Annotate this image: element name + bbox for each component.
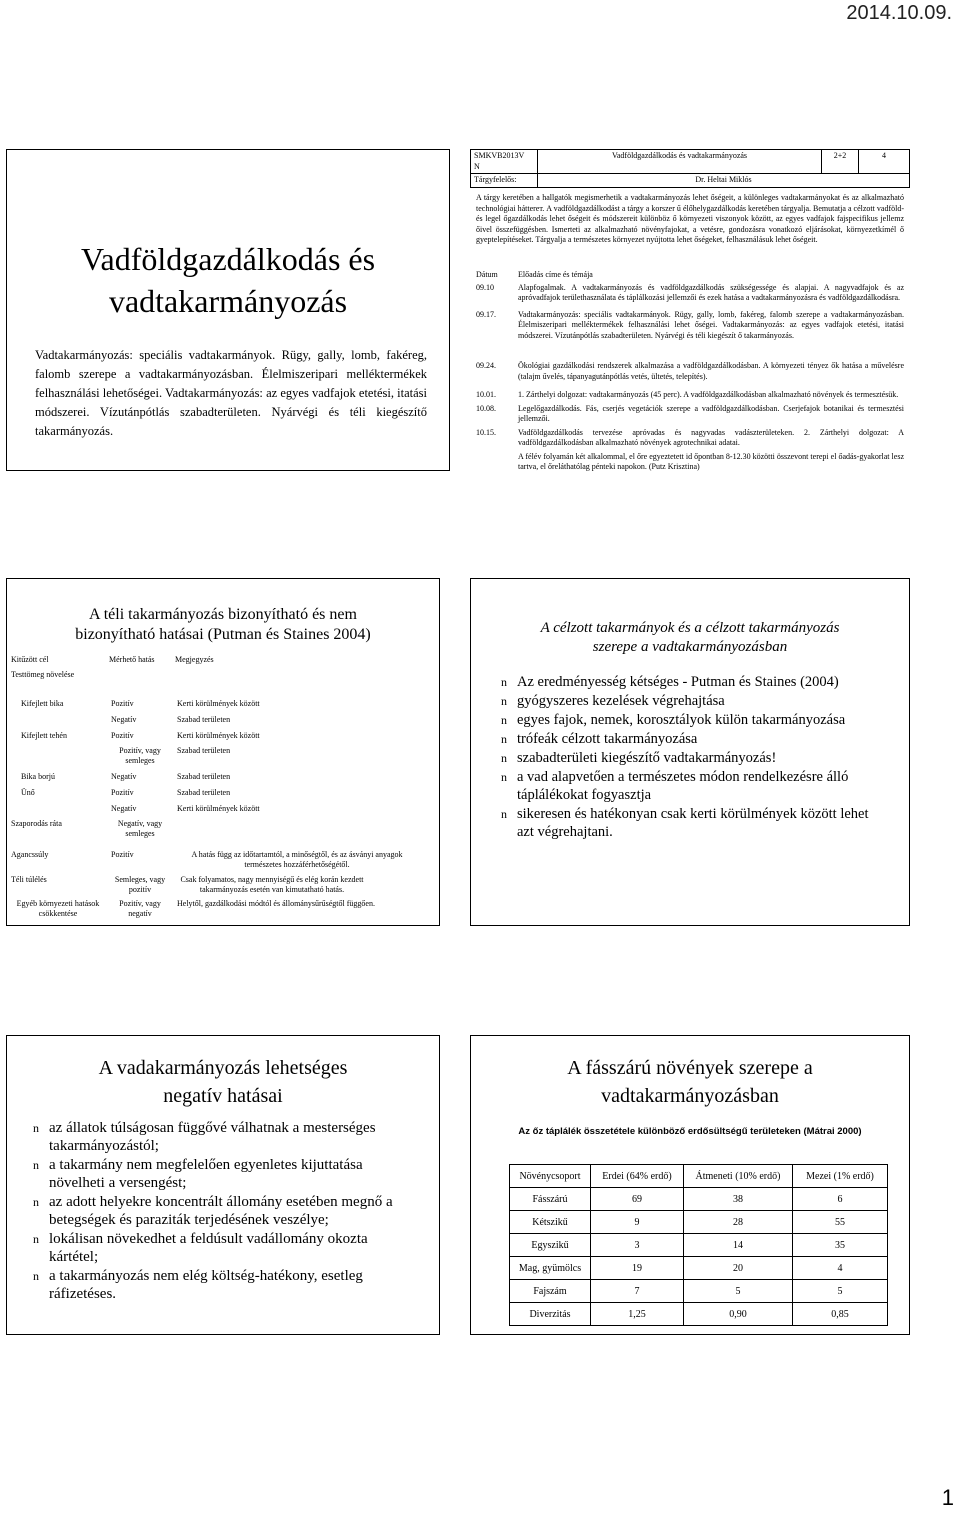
schedule-row: 10.08. Legelőgazdálkodás. Fás, cserjés vegetációk szerepe a vadföldgazdálkodásban. Cserjefajok botanikai és termesztési jellemzői.: [476, 403, 904, 423]
header-cell: Mezei (1% erdő): [793, 1165, 888, 1188]
slide-1-body: Vadtakarmányozás: speciális vadtakarmányok. Rügy, gally, lomb, fakéreg, falomb szerepe a vadtakarmányozásban. Élelmiszeripari melléktermékek felhasználási lehetőségei. Vadtakarmányozás: az egyes vadfajok etetési, itatási módszerei. Vízutánpótlás szabadterületen. Nyárvégi és téli kiegészítő takarmányozás.: [35, 348, 427, 438]
responsible-label: Tárgyfelelős:: [471, 174, 538, 188]
list-item: n a takarmány nem megfelelően egyenletes kijuttatása növelheti a versengést;: [33, 1157, 363, 1191]
schedule-row: 09.10 Alapfogalmak. A vadtakarmányozás és vadföldgazdálkodás szükségessége és alapjai. A nagyvadfajok és az apróvadfajok területhasználata és táplálkozási jellemzői és ezek hatása a vadtakarmányozásra és vadföldgazdálkodásra.: [476, 282, 904, 302]
header-cell: Erdei (64% erdő): [591, 1165, 684, 1188]
bullet-icon: n: [33, 1158, 39, 1172]
table-row: Kétszikű 9 28 55: [510, 1211, 888, 1234]
table-cell: Negatív: [111, 772, 137, 781]
print-date: 2014.10.09.: [846, 2, 952, 24]
col-date-header: Dátum: [476, 270, 498, 279]
course-header-table: [470, 149, 910, 188]
table-cell: Negatív: [111, 804, 137, 813]
title-line-1: A téli takarmányozás bizonyítható és nem: [89, 606, 357, 623]
diet-table: [509, 1164, 888, 1326]
table-cell: Pozitív, vagy negatív: [119, 899, 161, 918]
table-cell: Negatív: [111, 715, 137, 724]
table-cell: Szabad területen: [177, 772, 231, 781]
list-item: n egyes fajok, nemek, korosztályok külön takarmányozása: [501, 712, 846, 728]
bullet-icon: n: [501, 807, 507, 821]
bullet-icon: n: [33, 1232, 39, 1246]
table-row: Fásszárú 69 38 6: [510, 1188, 888, 1211]
slide-1-title: [7, 238, 449, 322]
course-schedule: [476, 270, 904, 473]
list-item: n a vad alapvetően a természetes módon rendelkezésre álló táplálékokat fogyasztja: [501, 769, 849, 803]
slide-3: [6, 578, 440, 926]
table-header-row: [510, 1165, 888, 1188]
bullet-icon: n: [501, 732, 507, 746]
slide-6-title: [471, 1054, 909, 1110]
list-item: n gyógyszeres kezelések végrehajtása: [501, 693, 725, 709]
table-cell: Agancssúly: [11, 850, 49, 859]
table-cell: Kifejlett tehén: [21, 731, 67, 740]
table-cell: Téli túlélés: [11, 875, 47, 884]
title-line-2: szerepe a vadtakarmányozásban: [592, 639, 788, 655]
title-line-1: A vadakarmányozás lehetséges: [98, 1057, 348, 1079]
bullet-icon: n: [501, 770, 507, 784]
list-item: n lokálisan növekedhet a feldúsult vadállomány okozta kártétel;: [33, 1231, 368, 1265]
bullet-list: [501, 673, 885, 842]
table-cell: Helytől, gazdálkodási módtól és állománysűrűségtől függően.: [177, 899, 375, 908]
title-line-2: vadtakarmányozásban: [601, 1085, 779, 1107]
col-goal-header: Kitűzött cél: [11, 655, 49, 664]
table-cell: Pozitív, vagy semleges: [119, 746, 161, 765]
table-cell: Szaporodás ráta: [11, 819, 62, 828]
slide-4-title: [471, 619, 909, 657]
slide-1: [6, 149, 450, 471]
table-cell: Kifejlett bika: [21, 699, 64, 708]
slide-5-title: [7, 1054, 439, 1110]
schedule-row: 10.01. 1. Zárthelyi dolgozat: vadtakarmányozás (45 perc). A vadföldgazdálkodásban alkalmazható növények és termesztésük.: [476, 390, 899, 399]
title-line-1: A célzott takarmányok és a célzott takarmányozás: [540, 620, 840, 636]
list-item: n az állatok túlságosan függővé válhatnak a mesterséges takarmányozástól;: [33, 1120, 376, 1154]
table-row: Egyszikű 3 14 35: [510, 1234, 888, 1257]
header-cell: Átmeneti (10% erdő): [684, 1165, 793, 1188]
schedule-row: 09.24. Ökológiai gazdálkodási rendszerek alkalmazása a vadföldgazdálkodásban. A környezeti tényez ők hatása a művelésre (talajm űvelés, tápanyagutánpótlás vetés, ültetés, telepítés).: [476, 361, 904, 381]
table-cell: Szabad területen: [177, 746, 231, 755]
slide-5: [6, 1035, 440, 1335]
table-cell: Csak folyamatos, nagy mennyiségű és elég korán kezdett takarmányozás esetén van kimutatható hatás.: [180, 875, 364, 894]
course-name: Vadföldgazdálkodás és vadtakarmányozás: [538, 150, 822, 174]
goal-weight: Testtömeg növelése: [11, 670, 75, 679]
bullet-icon: n: [33, 1269, 39, 1283]
bullet-icon: n: [501, 694, 507, 708]
schedule-row: 09.17. Vadtakarmányozás: speciális vadtakarmányok. Rügy, gally, lomb, fakéreg, falomb szerepe a vadtakarmányozásban. Élelmiszeripari melléktermékek felhasználási lehet őségei. Vadtakarmányozás: az egyes vadfajok etetési, itatási módszerei. Vízutánpótlás szabadterületen. Nyárvégi és téli kiegészít ő takarmányozás.: [476, 309, 904, 340]
table-cell: Ünő: [21, 788, 35, 797]
slide-6: [470, 1035, 910, 1335]
table-cell: Pozitív: [111, 850, 134, 859]
list-item: n a takarmányozás nem elég költség-hatékony, esetleg ráfizetéses.: [33, 1268, 363, 1302]
table-cell: Pozitív: [111, 699, 134, 708]
list-item: n szabadterületi kiegészítő vadtakarmányozás!: [501, 750, 777, 766]
slide-3-title: [7, 605, 439, 645]
bullet-icon: n: [33, 1121, 39, 1135]
title-line-2: bizonyítható hatásai (Putman és Staines 2004): [75, 626, 371, 643]
schedule-row: 10.15. Vadföldgazdálkodás tervezése apróvadas és nagyvadas vadászterületeken. 2. Zárthelyi dolgozat: A vadföldgazdálkodásban alkalmazható növények agrotechnikai adatai.: [476, 427, 904, 447]
col-note-header: Megjegyzés: [175, 655, 214, 664]
table-cell: Negatív, vagy semleges: [117, 819, 163, 838]
list-item: n trófeák célzott takarmányozása: [501, 731, 698, 747]
table-cell: Pozitív: [111, 731, 134, 740]
col-effect-header: Mérhető hatás: [109, 655, 155, 664]
title-line-2: negatív hatásai: [163, 1085, 283, 1107]
header-cell: Növénycsoport: [510, 1165, 591, 1188]
list-item: n sikeresen és hatékonyan csak kerti körülmények között lehet azt végrehajtani.: [501, 806, 869, 840]
table-cell: Kerti körülmények között: [177, 699, 260, 708]
table-cell: Szabad területen: [177, 715, 231, 724]
table-cell: Szabad területen: [177, 788, 231, 797]
bullet-list: [33, 1119, 419, 1304]
table-row: Diverzitás 1,25 0,90 0,85: [510, 1303, 888, 1326]
slide-4: [470, 578, 910, 926]
page-number: 1: [941, 1485, 954, 1510]
course-code: SMKVB2013V N: [471, 150, 538, 174]
table-cell: Kerti körülmények között: [177, 804, 260, 813]
table-cell: Bika borjú: [21, 772, 55, 781]
title-line-1: Vadföldgazdálkodás és: [80, 241, 376, 277]
bullet-icon: n: [501, 751, 507, 765]
table-cell: Pozitív: [111, 788, 134, 797]
course-intro: A tárgy keretében a hallgatók megismerhetik a vadtakarmányozás lehet őségeit, a különleges vadtakarmányokat és az alkalmazható technológiai háttereт. A vadföldgazdálkodást a tárgy a korszer ű élőhelygazdálkodás keretében tárgyalja. Bemutatja a célzott vadföld- és legel őgazdálkodás lehet őségeit és módszereit különböz ő környezeti viszonyok között, az egyes vadfajok fajspecifikus jellemz őivel összefüggésben. Ismerteti az alkalmazható növényfajokat, a vetésre, gondozásra vonatkozó eljárásokat, környezetkímél ő gyeptelepítéseket. Tárgyalja a természetes környezet nyújtotta lehet őségeket, felhasználásuk lehet őségeit.: [476, 193, 904, 244]
schedule-row: A félév folyamán két alkalommal, el őre egyeztetett id őpontban 8-12.30 közötti összevont terepi el őadás-gyakorlat lesz tartva, el őreláthatólag pénteki napokon. (Putz Krisztina): [518, 451, 904, 471]
responsible-name: Dr. Heltai Miklós: [538, 174, 910, 188]
col-topic-header: Előadás címe és témája: [518, 270, 593, 279]
table-cell: A hatás függ az időtartamtól, a minőségtől, és az ásványi anyagok természetes hozzáférhetőségétől.: [191, 850, 403, 869]
bullet-icon: n: [501, 713, 507, 727]
list-item: n Az eredményesség kétséges - Putman és Staines (2004): [501, 674, 839, 690]
course-hours: 2+2: [822, 150, 859, 174]
table-caption: Az őz táplálék összetétele különböző erdősültségű területeken (Mátrai 2000): [518, 1126, 862, 1137]
course-credits: 4: [859, 150, 910, 174]
slide-2-course-sheet: [470, 149, 910, 479]
bullet-icon: n: [501, 675, 507, 689]
list-item: n az adott helyekre koncentrált állomány esetében megnő a betegségek és paraziták terjedésének veszélye;: [33, 1194, 393, 1228]
table-cell: Egyéb környezeti hatások csökkentése: [16, 899, 100, 918]
table-cell: Semleges, vagy pozitív: [114, 875, 166, 894]
table-row: Fajszám 7 5 5: [510, 1280, 888, 1303]
title-line-2: vadtakarmányozás: [108, 283, 348, 319]
table-cell: Kerti körülmények között: [177, 731, 260, 740]
title-line-1: A fásszárú növények szerepe a: [567, 1057, 813, 1079]
bullet-icon: n: [33, 1195, 39, 1209]
table-row: Mag, gyümölcs 19 20 4: [510, 1257, 888, 1280]
